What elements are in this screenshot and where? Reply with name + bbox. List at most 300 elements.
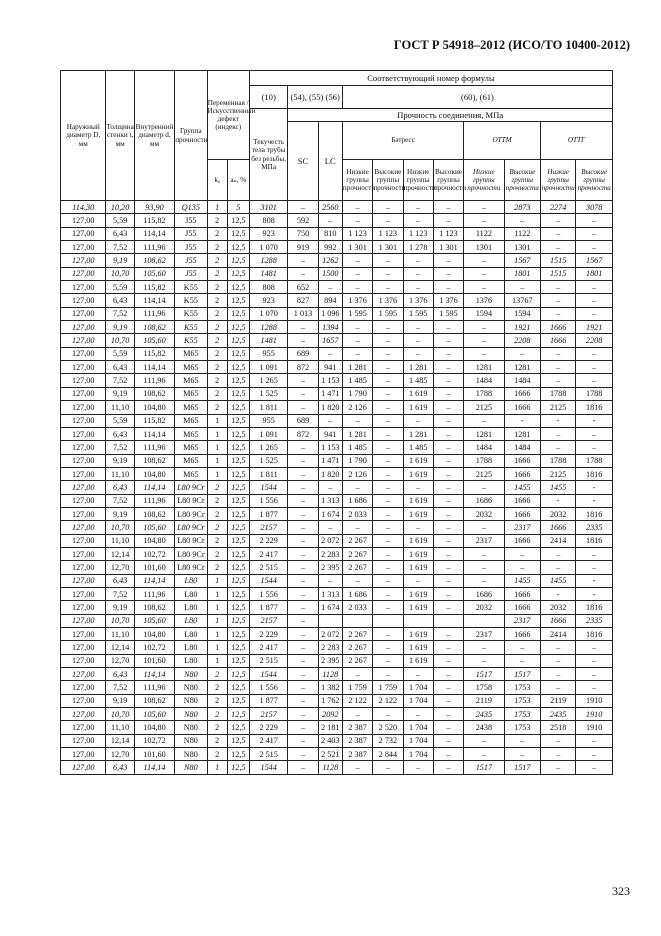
table-cell: 2 [207, 481, 227, 494]
table-cell: 1 619 [403, 641, 433, 654]
table-cell: – [433, 694, 463, 707]
table-row [61, 721, 613, 734]
table-cell: – [318, 574, 342, 587]
table-cell: 5,59 [106, 347, 134, 360]
table-cell: 105,60 [134, 708, 174, 721]
table-cell: – [433, 507, 463, 520]
table-cell: 2 [207, 374, 227, 387]
table-cell: – [540, 281, 575, 294]
table-cell: 1288 [249, 321, 287, 334]
table-cell: – [318, 521, 342, 534]
table-cell: 12,5 [227, 254, 249, 267]
table-cell: – [373, 547, 403, 560]
table-cell: 2 229 [249, 534, 287, 547]
table-cell: 2 [207, 347, 227, 360]
table-cell: – [464, 521, 504, 534]
table-cell: 12,5 [227, 427, 249, 440]
table-cell: 12,5 [227, 641, 249, 654]
table-cell: – [433, 481, 463, 494]
table-cell: – [464, 267, 504, 280]
table-cell: 102,72 [134, 547, 174, 560]
table-cell: – [464, 254, 504, 267]
table-cell [464, 614, 504, 627]
table-cell: – [288, 561, 318, 574]
table-cell: – [373, 387, 403, 400]
table-cell: – [373, 708, 403, 721]
table-cell: – [576, 347, 613, 360]
table-cell: 12,5 [227, 334, 249, 347]
table-cell: - [576, 481, 613, 494]
table-cell: 1666 [504, 454, 540, 467]
table-row [61, 201, 613, 214]
table-cell: – [403, 281, 433, 294]
table-cell: 1 [207, 414, 227, 427]
table-cell: 1517 [464, 761, 504, 774]
table-cell: 127,00 [61, 574, 106, 587]
table-cell: 1 382 [318, 681, 342, 694]
table-cell: – [288, 614, 318, 627]
table-cell: 1515 [540, 254, 575, 267]
table-cell: 1 619 [403, 507, 433, 520]
table-cell: 10,70 [106, 521, 134, 534]
table-cell: – [403, 254, 433, 267]
table-cell: 1 595 [403, 307, 433, 320]
table-cell: 941 [318, 361, 342, 374]
table-cell: 2 [207, 708, 227, 721]
table-cell: N80 [175, 748, 207, 761]
table-cell: 1 619 [403, 587, 433, 600]
table-cell: 1 [207, 441, 227, 454]
table-cell: 1 762 [318, 694, 342, 707]
table-cell: – [576, 681, 613, 694]
table-cell: N80 [175, 721, 207, 734]
table-cell: – [288, 547, 318, 560]
table-cell: 1666 [540, 614, 575, 627]
table-cell: 12,5 [227, 507, 249, 520]
table-cell: 1788 [540, 454, 575, 467]
table-cell: 127,00 [61, 694, 106, 707]
table-row [61, 241, 613, 254]
table-cell: N80 [175, 708, 207, 721]
table-cell: 111,96 [134, 587, 174, 600]
table-cell: – [540, 427, 575, 440]
table-cell: 2 [207, 267, 227, 280]
table-cell: J55 [175, 227, 207, 240]
table-cell: 1281 [464, 361, 504, 374]
table-cell: 1686 [464, 494, 504, 507]
table-cell: 12,5 [227, 654, 249, 667]
table-cell: K55 [175, 307, 207, 320]
table-cell: – [540, 374, 575, 387]
table-cell: 2 [207, 748, 227, 761]
table-cell: 1 704 [403, 721, 433, 734]
table-cell: – [373, 494, 403, 507]
table-row [61, 294, 613, 307]
col-yield: Текучесть тела трубы без резьбы, МПа [249, 109, 287, 201]
table-cell: 652 [288, 281, 318, 294]
table-cell: 1 811 [249, 467, 287, 480]
table-cell: 127,00 [61, 227, 106, 240]
table-cell: 2 403 [318, 734, 342, 747]
table-cell: 2 [207, 241, 227, 254]
table-cell: – [433, 334, 463, 347]
table-cell: 1 704 [403, 748, 433, 761]
table-cell: M65 [175, 374, 207, 387]
col-buttress-special-high: Высокие группы прочности [433, 160, 463, 201]
table-cell: 12,70 [106, 748, 134, 761]
table-cell: 1281 [504, 427, 540, 440]
table-cell: – [464, 201, 504, 214]
table-cell: 1 376 [373, 294, 403, 307]
table-cell: – [342, 481, 372, 494]
table-cell: – [403, 347, 433, 360]
table-cell: 1122 [504, 227, 540, 240]
table-cell: – [433, 708, 463, 721]
table-cell: 1 619 [403, 654, 433, 667]
table-cell: 12,5 [227, 241, 249, 254]
table-cell: 1517 [504, 668, 540, 681]
table-cell: – [433, 267, 463, 280]
col-ottm-low: Низкие группы прочности [464, 160, 504, 201]
table-row [61, 587, 613, 600]
table-cell: – [342, 201, 372, 214]
table-cell: 1753 [504, 721, 540, 734]
table-cell: 12,14 [106, 734, 134, 747]
table-cell: 115,82 [134, 414, 174, 427]
table-cell: 2317 [464, 534, 504, 547]
table-cell: 592 [288, 214, 318, 227]
table-cell: 6,43 [106, 668, 134, 681]
table-cell: 2335 [576, 614, 613, 627]
table-cell: 1 301 [433, 241, 463, 254]
table-cell: – [373, 561, 403, 574]
table-cell: 1 091 [249, 361, 287, 374]
col-formula-number: Соответствующий номер формулы [249, 71, 612, 86]
table-cell: 1 070 [249, 241, 287, 254]
table-cell: 1788 [464, 454, 504, 467]
table-cell: 12,5 [227, 481, 249, 494]
table-cell: 2125 [540, 467, 575, 480]
table-cell: – [540, 748, 575, 761]
table-cell: – [464, 481, 504, 494]
table-cell: 923 [249, 227, 287, 240]
table-cell: 111,96 [134, 374, 174, 387]
table-cell: 2 267 [342, 547, 372, 560]
table-cell: – [288, 467, 318, 480]
table-cell: 2208 [576, 334, 613, 347]
table-cell: 6,43 [106, 227, 134, 240]
table-cell: 1 [207, 761, 227, 774]
table-cell: 1666 [504, 507, 540, 520]
table-cell: 2435 [540, 708, 575, 721]
table-cell: L80 [175, 574, 207, 587]
table-cell: – [288, 454, 318, 467]
table-cell: – [540, 307, 575, 320]
table-cell: 1484 [464, 441, 504, 454]
table-cell: – [433, 601, 463, 614]
table-cell: 1666 [504, 387, 540, 400]
table-row [61, 601, 613, 614]
table-cell: 2 126 [342, 467, 372, 480]
table-cell: 1 123 [373, 227, 403, 240]
table-cell: 1 [207, 654, 227, 667]
table-cell: 11,10 [106, 534, 134, 547]
table-cell [318, 614, 342, 627]
table-cell: – [540, 214, 575, 227]
table-cell: 1 619 [403, 534, 433, 547]
table-cell: 1455 [504, 481, 540, 494]
table-cell: 2274 [540, 201, 575, 214]
table-cell: 1666 [540, 321, 575, 334]
table-cell: 2 387 [342, 734, 372, 747]
table-cell: 2032 [540, 601, 575, 614]
table-row [61, 267, 613, 280]
table-cell: – [464, 561, 504, 574]
table-cell: 2 033 [342, 601, 372, 614]
table-cell: 955 [249, 347, 287, 360]
table-cell: 1 153 [318, 374, 342, 387]
table-cell: 2 520 [373, 721, 403, 734]
table-cell: – [342, 254, 372, 267]
table-cell: 115,82 [134, 281, 174, 294]
table-cell: 13767 [504, 294, 540, 307]
table-cell: 127,00 [61, 214, 106, 227]
table-cell: 9,19 [106, 507, 134, 520]
table-cell: 1 [207, 614, 227, 627]
table-cell: 1301 [464, 241, 504, 254]
table-cell: 1 619 [403, 401, 433, 414]
table-cell: 1758 [464, 681, 504, 694]
table-cell: – [433, 361, 463, 374]
table-cell: 3078 [576, 201, 613, 214]
table-cell: – [373, 587, 403, 600]
table-cell: – [540, 294, 575, 307]
table-row [61, 281, 613, 294]
table-cell: 1544 [249, 574, 287, 587]
table-row [61, 467, 613, 480]
table-cell: 1753 [504, 708, 540, 721]
table-cell: – [373, 601, 403, 614]
table-cell: – [504, 547, 540, 560]
table-cell: 127,00 [61, 361, 106, 374]
table-cell: 2125 [540, 401, 575, 414]
table-cell: 1517 [504, 761, 540, 774]
table-cell: – [373, 668, 403, 681]
table-cell: 2 267 [342, 561, 372, 574]
table-cell: 127,00 [61, 761, 106, 774]
table-cell: 1686 [464, 587, 504, 600]
table-cell: – [403, 668, 433, 681]
table-cell: K55 [175, 294, 207, 307]
table-cell: – [373, 201, 403, 214]
table-cell: 1801 [504, 267, 540, 280]
table-cell: 1455 [504, 574, 540, 587]
table-cell: 12,5 [227, 587, 249, 600]
table-cell: 127,00 [61, 321, 106, 334]
table-cell: – [342, 214, 372, 227]
table-cell: – [403, 414, 433, 427]
table-cell: – [373, 347, 403, 360]
table-cell: 127,00 [61, 374, 106, 387]
table-cell: 1 619 [403, 561, 433, 574]
table-cell: 919 [288, 241, 318, 254]
table-cell: 1 313 [318, 494, 342, 507]
table-cell: 104,80 [134, 467, 174, 480]
table-cell: M65 [175, 454, 207, 467]
table-cell: – [318, 481, 342, 494]
col-outer-diameter: Наружный диаметр D, мм [61, 71, 106, 201]
table-cell: 12,5 [227, 374, 249, 387]
table-cell: 127,00 [61, 507, 106, 520]
table-cell: 1128 [318, 668, 342, 681]
table-cell: 1 820 [318, 401, 342, 414]
table-cell: – [464, 641, 504, 654]
table-cell: 2 [207, 281, 227, 294]
table-cell: L80 9Cr [175, 481, 207, 494]
table-cell: 7,52 [106, 241, 134, 254]
table-cell: 7,52 [106, 307, 134, 320]
table-cell: – [540, 241, 575, 254]
table-row [61, 347, 613, 360]
table-cell: 127,00 [61, 467, 106, 480]
table-cell: 1 376 [403, 294, 433, 307]
table-cell: 127,00 [61, 254, 106, 267]
table-cell: 108,62 [134, 601, 174, 614]
table-cell: – [433, 668, 463, 681]
table-cell: 5,59 [106, 414, 134, 427]
table-cell: – [288, 321, 318, 334]
table-cell: 1122 [464, 227, 504, 240]
table-cell: – [288, 387, 318, 400]
table-cell: 6,43 [106, 761, 134, 774]
table-cell: 2 122 [342, 694, 372, 707]
col-sc: SC [288, 122, 318, 201]
table-cell: 1666 [504, 467, 540, 480]
table-cell: 1 471 [318, 454, 342, 467]
table-cell: K55 [175, 334, 207, 347]
table-cell: 1816 [576, 401, 613, 414]
table-cell: 1 619 [403, 387, 433, 400]
table-cell: 105,60 [134, 334, 174, 347]
table-cell: 114,14 [134, 294, 174, 307]
table-cell: L80 9Cr [175, 494, 207, 507]
table-cell: 2317 [464, 628, 504, 641]
table-row [61, 214, 613, 227]
table-cell: – [540, 561, 575, 574]
table-row [61, 334, 613, 347]
table-row [61, 507, 613, 520]
table-cell: 1 619 [403, 467, 433, 480]
table-cell: 2 181 [318, 721, 342, 734]
table-cell: 1 123 [403, 227, 433, 240]
table-cell: 114,14 [134, 574, 174, 587]
table-row [61, 414, 613, 427]
table-cell: M65 [175, 414, 207, 427]
table-cell: 108,62 [134, 387, 174, 400]
table-cell: 111,96 [134, 441, 174, 454]
table-cell: 1 096 [318, 307, 342, 320]
table-cell: 1455 [540, 574, 575, 587]
table-cell: – [288, 574, 318, 587]
table-cell: 101,60 [134, 748, 174, 761]
table-cell: 12,5 [227, 267, 249, 280]
table-cell: 1 877 [249, 601, 287, 614]
table-cell: 12,70 [106, 561, 134, 574]
table-cell: L80 9Cr [175, 561, 207, 574]
table-cell: – [288, 441, 318, 454]
table-cell: 5,59 [106, 214, 134, 227]
table-cell: K55 [175, 321, 207, 334]
table-cell: 1 278 [403, 241, 433, 254]
table-cell: 1 376 [342, 294, 372, 307]
table-cell: – [318, 214, 342, 227]
table-cell: 1666 [504, 494, 540, 507]
table-cell: 114,14 [134, 427, 174, 440]
col-defect: Переменная /Искусственный дефект (индекс) [207, 71, 249, 160]
table-cell: 9,19 [106, 321, 134, 334]
table-cell: 101,60 [134, 654, 174, 667]
table-cell: 12,5 [227, 708, 249, 721]
table-cell: 1 619 [403, 628, 433, 641]
table-cell: J55 [175, 267, 207, 280]
table-cell: 6,43 [106, 294, 134, 307]
table-cell: 1921 [504, 321, 540, 334]
table-cell: – [433, 761, 463, 774]
table-cell: – [433, 467, 463, 480]
table-cell: 2032 [540, 507, 575, 520]
table-cell: – [373, 281, 403, 294]
table-cell: – [504, 734, 540, 747]
table-cell: 108,62 [134, 254, 174, 267]
table-cell: – [433, 401, 463, 414]
table-cell: – [540, 227, 575, 240]
table-cell: 114,14 [134, 481, 174, 494]
table-cell: 2 072 [318, 534, 342, 547]
table-cell: 108,62 [134, 454, 174, 467]
table-cell: – [288, 507, 318, 520]
table-cell: – [540, 761, 575, 774]
table-cell: 1 313 [318, 587, 342, 600]
table-cell: 5,59 [106, 281, 134, 294]
table-cell: 2 [207, 227, 227, 240]
table-cell: – [318, 414, 342, 427]
table-cell: 127,00 [61, 734, 106, 747]
table-cell: – [342, 521, 372, 534]
table-cell: 872 [288, 427, 318, 440]
table-cell: 7,52 [106, 494, 134, 507]
table-cell: 1 556 [249, 587, 287, 600]
table-cell: 127,00 [61, 387, 106, 400]
table-cell: 1 595 [433, 307, 463, 320]
table-cell: 104,80 [134, 401, 174, 414]
joint-strength: Прочность соединения, МПа [288, 109, 613, 122]
table-cell: 808 [249, 214, 287, 227]
table-cell: – [433, 387, 463, 400]
table-cell: L80 9Cr [175, 507, 207, 520]
table-row [61, 361, 613, 374]
table-cell: 111,96 [134, 241, 174, 254]
table-cell: 2 [207, 401, 227, 414]
col-wall-thickness: Толщина стенки t, мм [106, 71, 134, 201]
table-cell: 6,43 [106, 481, 134, 494]
table-cell: 1 790 [342, 387, 372, 400]
table-cell: 2 033 [342, 507, 372, 520]
table-cell: – [433, 254, 463, 267]
table-cell: 1788 [576, 454, 613, 467]
table-cell: 1 [207, 574, 227, 587]
table-cell: 1788 [540, 387, 575, 400]
table-cell: 1921 [576, 321, 613, 334]
